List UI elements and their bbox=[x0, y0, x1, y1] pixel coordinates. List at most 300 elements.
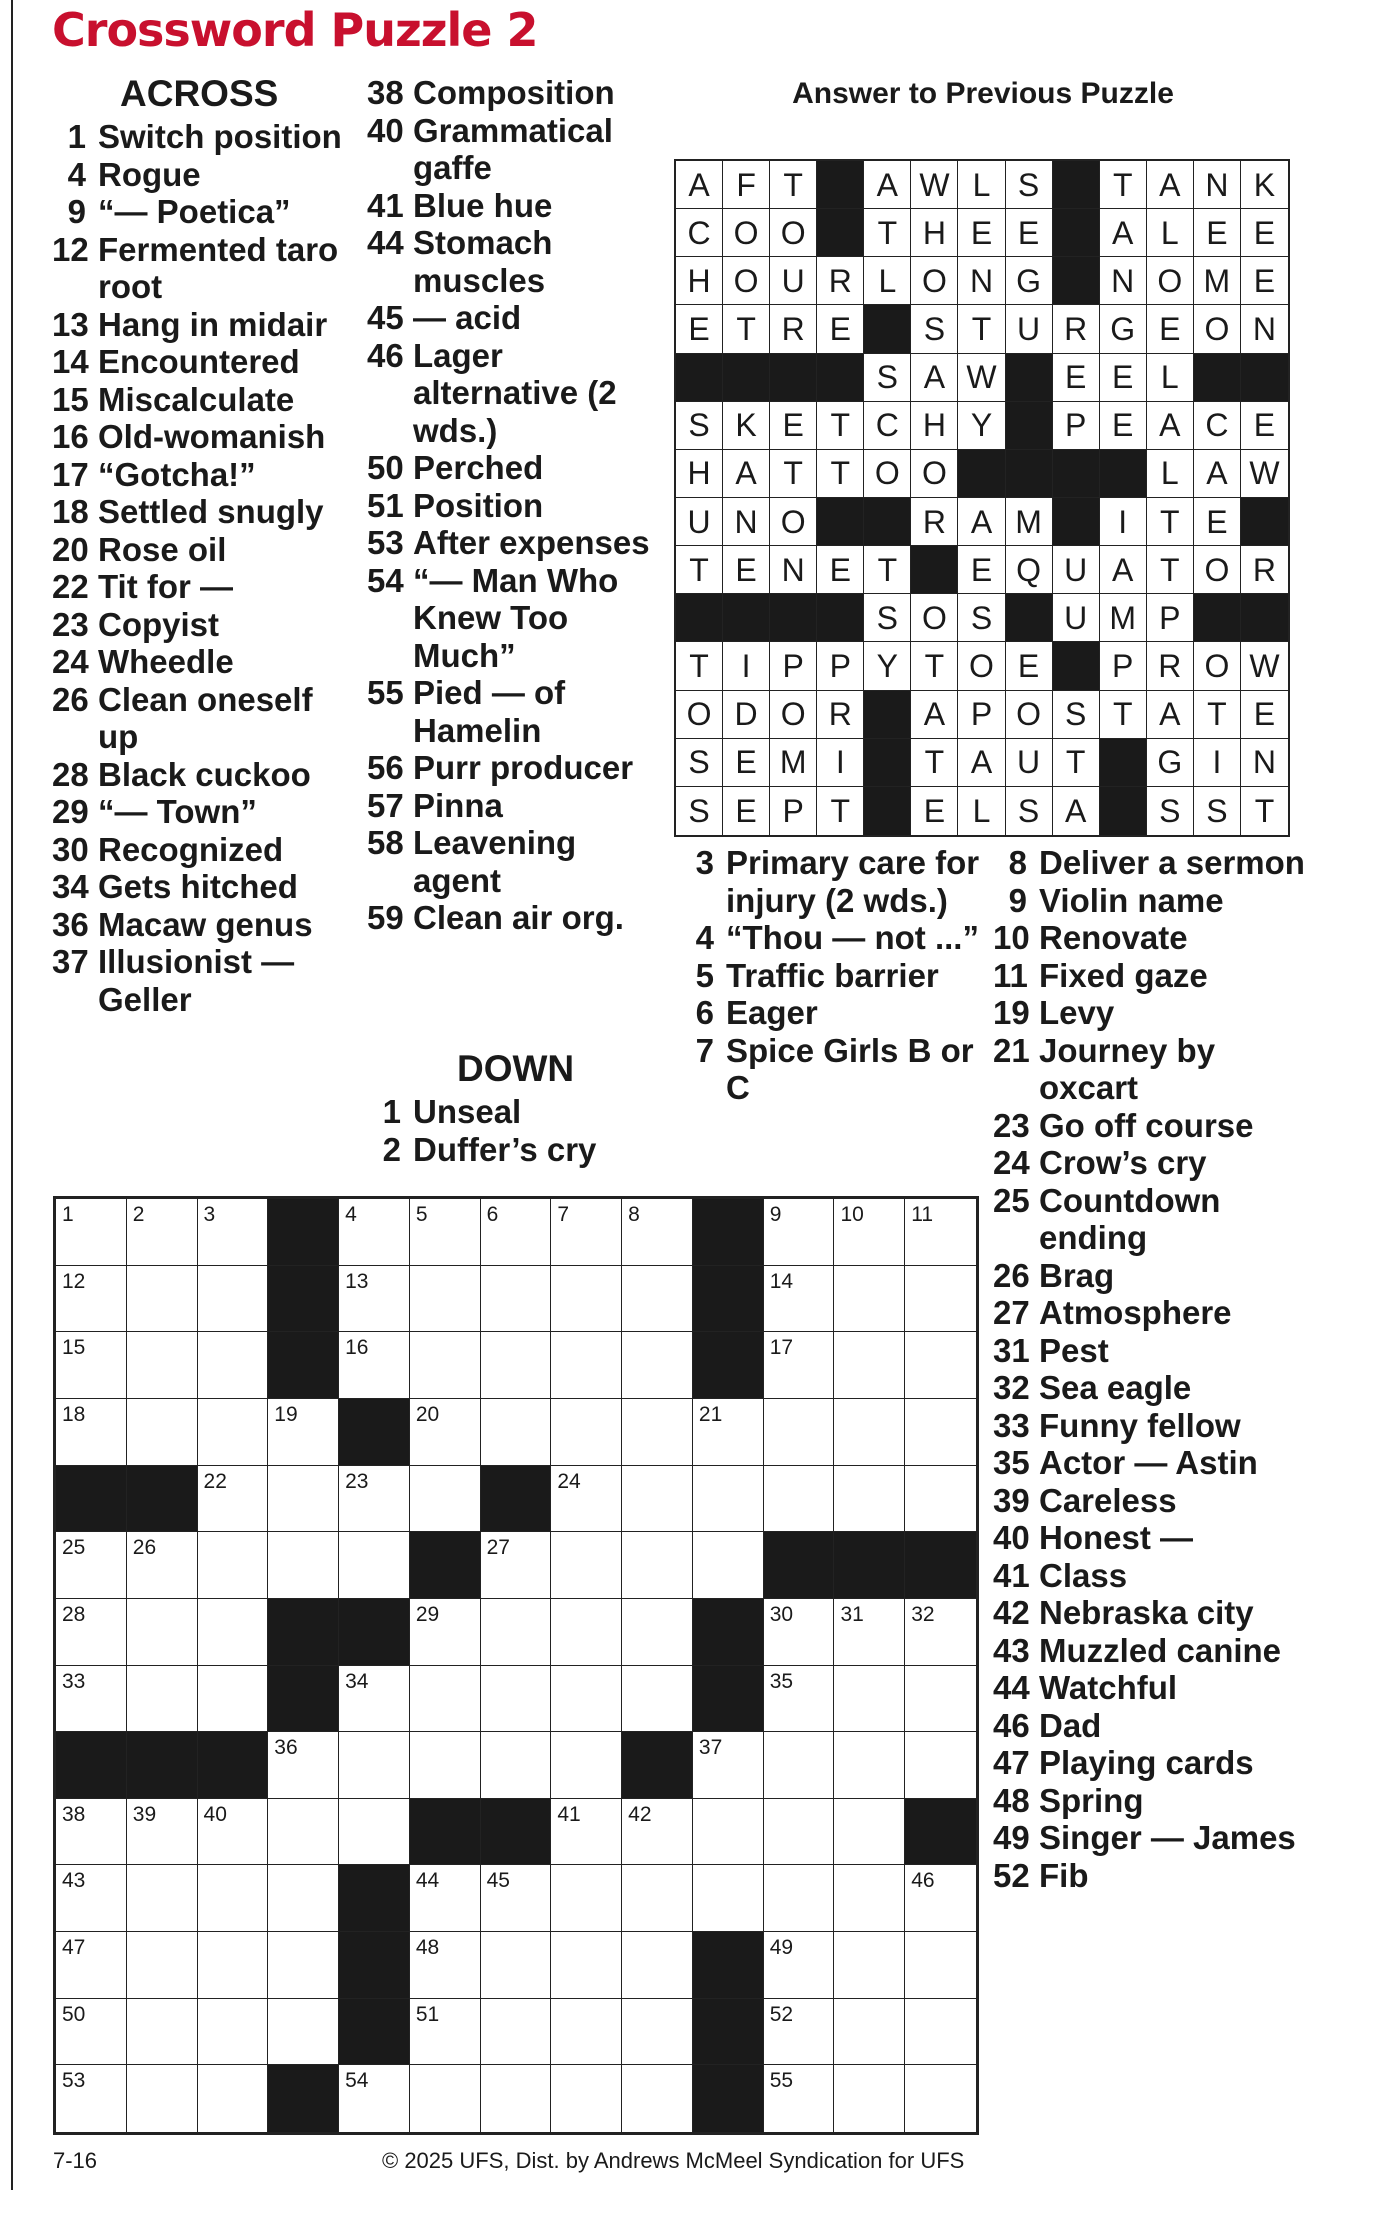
clue-text: Fixed gaze bbox=[1039, 956, 1208, 994]
grid-cell[interactable] bbox=[834, 1199, 905, 1266]
grid-cell[interactable] bbox=[834, 2065, 905, 2132]
grid-cell[interactable] bbox=[834, 1732, 905, 1799]
grid-cell[interactable] bbox=[410, 1466, 481, 1533]
clue-number: 39 bbox=[993, 1481, 1030, 1519]
clue-text: Honest — bbox=[1039, 1519, 1194, 1556]
grid-cell[interactable] bbox=[764, 1865, 835, 1932]
grid-cell[interactable] bbox=[198, 1399, 269, 1466]
clue-number: 52 bbox=[993, 1856, 1030, 1894]
grid-cell[interactable] bbox=[127, 1599, 198, 1666]
grid-cell[interactable] bbox=[834, 1799, 905, 1866]
grid-cell[interactable] bbox=[905, 1932, 976, 1999]
grid-cell[interactable] bbox=[764, 1732, 835, 1799]
grid-cell[interactable] bbox=[127, 1799, 198, 1866]
answer-block-cell bbox=[1053, 209, 1100, 257]
answer-letter-cell: A bbox=[676, 161, 723, 209]
grid-cell[interactable] bbox=[905, 1666, 976, 1733]
grid-cell[interactable] bbox=[198, 1332, 269, 1399]
grid-cell[interactable] bbox=[481, 1666, 552, 1733]
clue-number: 23 bbox=[993, 1106, 1030, 1144]
grid-cell[interactable] bbox=[905, 1732, 976, 1799]
answer-letter-cell: O bbox=[1006, 691, 1053, 739]
cell-number: 33 bbox=[62, 1669, 86, 1693]
answer-letter-cell: O bbox=[958, 642, 1005, 690]
grid-cell[interactable] bbox=[198, 1532, 269, 1599]
grid-cell[interactable] bbox=[622, 1532, 693, 1599]
clue-number: 1 bbox=[67, 118, 86, 155]
down-clue-31 bbox=[993, 1332, 1313, 1370]
answer-letter-cell: E bbox=[817, 546, 864, 594]
grid-cell[interactable] bbox=[834, 1599, 905, 1666]
grid-cell[interactable] bbox=[56, 1666, 127, 1733]
grid-cell[interactable] bbox=[905, 1466, 976, 1533]
answer-letter-cell: M bbox=[1006, 498, 1053, 546]
grid-cell[interactable] bbox=[339, 1332, 410, 1399]
grid-cell[interactable] bbox=[622, 1666, 693, 1733]
clue-number: 22 bbox=[52, 568, 89, 605]
grid-cell[interactable] bbox=[764, 1199, 835, 1266]
grid-cell[interactable] bbox=[56, 1932, 127, 1999]
across-column-1 bbox=[52, 74, 357, 1018]
clue-number: 24 bbox=[993, 1144, 1030, 1181]
grid-cell[interactable] bbox=[551, 1732, 622, 1799]
answer-letter-cell: T bbox=[817, 402, 864, 450]
grid-cell[interactable] bbox=[268, 1999, 339, 2066]
clue-number: 33 bbox=[993, 1406, 1030, 1444]
clue-text: “Thou — not ...” bbox=[726, 919, 979, 956]
grid-cell[interactable] bbox=[56, 1532, 127, 1599]
grid-block-cell bbox=[339, 1932, 410, 1999]
across-clue-46 bbox=[367, 337, 667, 450]
grid-block-cell bbox=[693, 2065, 764, 2132]
across-clue-22 bbox=[52, 568, 357, 606]
down-clue-1 bbox=[367, 1093, 667, 1131]
answer-letter-cell: G bbox=[1147, 739, 1194, 787]
grid-cell[interactable] bbox=[693, 1399, 764, 1466]
grid-cell[interactable] bbox=[905, 1599, 976, 1666]
grid-cell[interactable] bbox=[834, 1266, 905, 1333]
grid-cell[interactable] bbox=[764, 2065, 835, 2132]
grid-cell[interactable] bbox=[764, 1932, 835, 1999]
grid-cell[interactable] bbox=[622, 1999, 693, 2066]
grid-cell[interactable] bbox=[481, 1932, 552, 1999]
grid-cell[interactable] bbox=[127, 1932, 198, 1999]
grid-cell[interactable] bbox=[764, 1799, 835, 1866]
clue-text: Duffer’s cry bbox=[413, 1130, 597, 1168]
grid-cell[interactable] bbox=[339, 1466, 410, 1533]
answer-letter-cell: T bbox=[1194, 691, 1241, 739]
grid-cell[interactable] bbox=[693, 1532, 764, 1599]
grid-cell[interactable] bbox=[410, 1266, 481, 1333]
grid-cell[interactable] bbox=[410, 1599, 481, 1666]
grid-cell[interactable] bbox=[905, 1266, 976, 1333]
grid-cell[interactable] bbox=[410, 1332, 481, 1399]
grid-cell[interactable] bbox=[198, 1266, 269, 1333]
answer-letter-cell: U bbox=[676, 498, 723, 546]
grid-cell[interactable] bbox=[198, 1799, 269, 1866]
grid-cell[interactable] bbox=[551, 1332, 622, 1399]
grid-cell[interactable] bbox=[339, 1266, 410, 1333]
grid-cell[interactable] bbox=[410, 1732, 481, 1799]
grid-cell[interactable] bbox=[481, 1332, 552, 1399]
down-clue-41 bbox=[993, 1557, 1313, 1595]
grid-cell[interactable] bbox=[622, 2065, 693, 2132]
clue-text: Renovate bbox=[1039, 919, 1188, 956]
answer-letter-cell: O bbox=[770, 209, 817, 257]
grid-block-cell bbox=[268, 1332, 339, 1399]
across-clue-37 bbox=[52, 943, 357, 1018]
grid-cell[interactable] bbox=[834, 1932, 905, 1999]
grid-cell[interactable] bbox=[410, 1932, 481, 1999]
cell-number: 6 bbox=[486, 1203, 499, 1226]
answer-block-cell bbox=[911, 546, 958, 594]
clue-number: 37 bbox=[52, 943, 89, 980]
grid-cell[interactable] bbox=[127, 1666, 198, 1733]
grid-cell[interactable] bbox=[905, 1999, 976, 2066]
answer-block-cell bbox=[676, 354, 723, 402]
grid-cell[interactable] bbox=[622, 1865, 693, 1932]
grid-cell[interactable] bbox=[481, 1399, 552, 1466]
down-clue-47 bbox=[993, 1744, 1313, 1782]
answer-block-cell bbox=[1194, 594, 1241, 642]
grid-cell[interactable] bbox=[622, 1399, 693, 1466]
grid-cell[interactable] bbox=[834, 1466, 905, 1533]
grid-cell[interactable] bbox=[127, 2065, 198, 2132]
answer-heading: Answer to Previous Puzzle bbox=[792, 77, 1174, 110]
grid-cell[interactable] bbox=[481, 1732, 552, 1799]
clue-text: Hang in midair bbox=[98, 305, 328, 343]
grid-cell[interactable] bbox=[551, 1932, 622, 1999]
clue-number: 27 bbox=[993, 1294, 1030, 1331]
answer-letter-cell: A bbox=[864, 161, 911, 209]
grid-cell[interactable] bbox=[764, 1466, 835, 1533]
grid-cell[interactable] bbox=[410, 1999, 481, 2066]
clue-number: 58 bbox=[367, 824, 404, 861]
across-clue-15 bbox=[52, 381, 357, 419]
down-clue-7 bbox=[680, 1032, 980, 1107]
answer-letter-cell: Y bbox=[864, 642, 911, 690]
grid-cell[interactable] bbox=[481, 1266, 552, 1333]
grid-cell[interactable] bbox=[198, 1466, 269, 1533]
grid-cell[interactable] bbox=[56, 1799, 127, 1866]
grid-cell[interactable] bbox=[905, 1332, 976, 1399]
answer-letter-cell: H bbox=[911, 209, 958, 257]
grid-cell[interactable] bbox=[56, 1266, 127, 1333]
answer-letter-cell: A bbox=[1147, 161, 1194, 209]
answer-block-cell bbox=[864, 305, 911, 353]
grid-cell[interactable] bbox=[905, 1399, 976, 1466]
answer-block-cell bbox=[770, 594, 817, 642]
answer-letter-cell: S bbox=[1053, 691, 1100, 739]
grid-cell[interactable] bbox=[905, 1865, 976, 1932]
grid-cell[interactable] bbox=[410, 1199, 481, 1266]
clue-number: 28 bbox=[52, 755, 89, 793]
grid-cell[interactable] bbox=[339, 1799, 410, 1866]
cell-number: 8 bbox=[628, 1203, 640, 1226]
answer-letter-cell: L bbox=[1147, 450, 1194, 498]
grid-cell[interactable] bbox=[834, 1999, 905, 2066]
grid-cell[interactable] bbox=[56, 1399, 127, 1466]
clue-text: Muzzled canine bbox=[1039, 1631, 1282, 1669]
down-clue-33 bbox=[993, 1407, 1313, 1445]
clue-text: Dad bbox=[1039, 1706, 1102, 1744]
clue-number: 11 bbox=[993, 956, 1028, 994]
grid-cell[interactable] bbox=[127, 1199, 198, 1266]
clue-text: Levy bbox=[1039, 994, 1115, 1031]
answer-letter-cell: T bbox=[817, 450, 864, 498]
grid-cell[interactable] bbox=[764, 1399, 835, 1466]
grid-block-cell bbox=[410, 1799, 481, 1866]
grid-cell[interactable] bbox=[268, 1532, 339, 1599]
grid-cell[interactable] bbox=[693, 1466, 764, 1533]
answer-letter-cell: O bbox=[1194, 546, 1241, 594]
answer-letter-cell: G bbox=[1006, 257, 1053, 305]
grid-cell[interactable] bbox=[622, 1466, 693, 1533]
clue-text: “— Poetica” bbox=[98, 193, 291, 230]
across-clue-20 bbox=[52, 531, 357, 569]
grid-block-cell bbox=[905, 1532, 976, 1599]
clue-text: Recognized bbox=[98, 830, 284, 868]
cell-number: 11 bbox=[911, 1203, 934, 1226]
grid-cell[interactable] bbox=[622, 1932, 693, 1999]
grid-cell[interactable] bbox=[481, 1599, 552, 1666]
cell-number: 37 bbox=[698, 1736, 723, 1760]
clue-number: 9 bbox=[1008, 881, 1027, 919]
grid-cell[interactable] bbox=[551, 1666, 622, 1733]
clue-number: 7 bbox=[695, 1031, 714, 1069]
grid-cell[interactable] bbox=[481, 1199, 552, 1266]
clue-number: 50 bbox=[367, 449, 404, 486]
answer-letter-cell: A bbox=[1147, 402, 1194, 450]
down-clue-21 bbox=[993, 1032, 1313, 1107]
grid-cell[interactable] bbox=[198, 1666, 269, 1733]
clue-number: 26 bbox=[52, 680, 89, 718]
answer-letter-cell: K bbox=[723, 402, 770, 450]
clue-number: 13 bbox=[52, 305, 89, 343]
grid-cell[interactable] bbox=[764, 1999, 835, 2066]
answer-block-cell bbox=[817, 161, 864, 209]
answer-letter-cell: R bbox=[1241, 546, 1288, 594]
answer-letter-cell: E bbox=[723, 739, 770, 787]
grid-cell[interactable] bbox=[198, 1999, 269, 2066]
cell-number: 22 bbox=[203, 1469, 227, 1493]
answer-letter-cell: Y bbox=[958, 402, 1005, 450]
answer-letter-cell: P bbox=[770, 642, 817, 690]
grid-cell[interactable] bbox=[834, 1865, 905, 1932]
grid-cell[interactable] bbox=[551, 1466, 622, 1533]
grid-cell[interactable] bbox=[56, 1599, 127, 1666]
grid-cell[interactable] bbox=[622, 1599, 693, 1666]
grid-cell[interactable] bbox=[339, 2065, 410, 2132]
answer-letter-cell: N bbox=[770, 546, 817, 594]
grid-cell[interactable] bbox=[905, 1199, 976, 1266]
answer-letter-cell: K bbox=[1241, 161, 1288, 209]
grid-cell[interactable] bbox=[551, 1199, 622, 1266]
down-clue-48 bbox=[993, 1782, 1313, 1820]
answer-letter-cell: E bbox=[1053, 354, 1100, 402]
grid-cell[interactable] bbox=[410, 2065, 481, 2132]
grid-cell[interactable] bbox=[693, 1732, 764, 1799]
grid-cell[interactable] bbox=[56, 1199, 127, 1266]
clue-text: Position bbox=[413, 486, 544, 524]
grid-cell[interactable] bbox=[764, 1266, 835, 1333]
cell-number: 7 bbox=[557, 1203, 570, 1226]
cell-number: 18 bbox=[62, 1402, 86, 1426]
grid-cell[interactable] bbox=[764, 1666, 835, 1733]
clue-number: 4 bbox=[67, 155, 86, 193]
grid-cell[interactable] bbox=[410, 1865, 481, 1932]
grid-cell[interactable] bbox=[834, 1332, 905, 1399]
grid-cell[interactable] bbox=[198, 1599, 269, 1666]
clue-text: Perched bbox=[413, 449, 544, 486]
answer-letter-cell: F bbox=[723, 161, 770, 209]
answer-letter-cell: O bbox=[911, 594, 958, 642]
grid-cell[interactable] bbox=[127, 1865, 198, 1932]
answer-letter-cell: T bbox=[676, 642, 723, 690]
cell-number: 50 bbox=[62, 2002, 86, 2026]
grid-cell[interactable] bbox=[339, 1532, 410, 1599]
across-clue-12 bbox=[52, 231, 357, 306]
grid-cell[interactable] bbox=[834, 1399, 905, 1466]
grid-cell[interactable] bbox=[56, 1999, 127, 2066]
across-heading: ACROSS bbox=[120, 73, 279, 114]
clue-number: 41 bbox=[367, 186, 404, 224]
clue-text: Careless bbox=[1039, 1481, 1177, 1519]
grid-cell[interactable] bbox=[127, 1399, 198, 1466]
clue-number: 46 bbox=[993, 1706, 1030, 1744]
down-clue-52 bbox=[993, 1857, 1313, 1895]
clue-number: 34 bbox=[52, 868, 89, 905]
answer-letter-cell: L bbox=[1147, 354, 1194, 402]
clue-number: 44 bbox=[367, 224, 404, 261]
grid-cell[interactable] bbox=[56, 1865, 127, 1932]
grid-cell[interactable] bbox=[410, 1666, 481, 1733]
grid-cell[interactable] bbox=[339, 1732, 410, 1799]
clue-text: Countdown ending bbox=[1039, 1181, 1221, 1256]
grid-cell[interactable] bbox=[481, 1865, 552, 1932]
grid-cell[interactable] bbox=[764, 1599, 835, 1666]
grid-block-cell bbox=[693, 1332, 764, 1399]
cell-number: 52 bbox=[769, 2002, 794, 2026]
cell-number: 28 bbox=[62, 1602, 86, 1626]
grid-cell[interactable] bbox=[56, 1332, 127, 1399]
grid-cell[interactable] bbox=[551, 1399, 622, 1466]
grid-block-cell bbox=[339, 1865, 410, 1932]
grid-cell[interactable] bbox=[622, 1199, 693, 1266]
grid-block-cell bbox=[905, 1799, 976, 1866]
answer-letter-cell: M bbox=[1100, 594, 1147, 642]
grid-cell[interactable] bbox=[764, 1332, 835, 1399]
grid-cell[interactable] bbox=[268, 1799, 339, 1866]
answer-letter-cell: O bbox=[911, 450, 958, 498]
grid-cell[interactable] bbox=[127, 1999, 198, 2066]
down-clue-40 bbox=[993, 1519, 1313, 1557]
cell-number: 23 bbox=[345, 1469, 369, 1493]
down-column-2 bbox=[680, 844, 980, 1107]
grid-cell[interactable] bbox=[481, 2065, 552, 2132]
clue-text: Gets hitched bbox=[98, 868, 298, 905]
cell-number: 35 bbox=[769, 1669, 794, 1693]
cell-number: 39 bbox=[132, 1802, 157, 1826]
answer-letter-cell: I bbox=[723, 642, 770, 690]
grid-cell[interactable] bbox=[693, 1799, 764, 1866]
answer-letter-cell: A bbox=[911, 354, 958, 402]
answer-block-cell bbox=[1006, 450, 1053, 498]
grid-cell[interactable] bbox=[268, 1399, 339, 1466]
answer-block-cell bbox=[864, 691, 911, 739]
grid-cell[interactable] bbox=[622, 1799, 693, 1866]
grid-cell[interactable] bbox=[198, 1199, 269, 1266]
grid-cell[interactable] bbox=[339, 1199, 410, 1266]
grid-block-cell bbox=[693, 1199, 764, 1266]
grid-cell[interactable] bbox=[268, 1865, 339, 1932]
grid-cell[interactable] bbox=[905, 2065, 976, 2132]
grid-cell[interactable] bbox=[198, 2065, 269, 2132]
grid-cell[interactable] bbox=[551, 1865, 622, 1932]
clue-number: 38 bbox=[367, 74, 404, 111]
grid-cell[interactable] bbox=[622, 1332, 693, 1399]
grid-cell[interactable] bbox=[198, 1865, 269, 1932]
grid-block-cell bbox=[693, 1266, 764, 1333]
answer-letter-cell: T bbox=[1254, 792, 1275, 829]
answer-letter-cell: N bbox=[1194, 161, 1241, 209]
grid-block-cell bbox=[410, 1532, 481, 1599]
grid-cell[interactable] bbox=[410, 1399, 481, 1466]
grid-cell[interactable] bbox=[693, 1865, 764, 1932]
grid-cell[interactable] bbox=[834, 1666, 905, 1733]
answer-block-cell bbox=[1006, 354, 1053, 402]
answer-block-cell bbox=[723, 594, 770, 642]
answer-letter-cell: O bbox=[770, 691, 817, 739]
grid-cell[interactable] bbox=[56, 2065, 127, 2132]
answer-letter-cell: T bbox=[723, 305, 770, 353]
answer-letter-cell: U bbox=[770, 257, 817, 305]
answer-letter-cell: E bbox=[1241, 402, 1288, 450]
grid-cell[interactable] bbox=[127, 1532, 198, 1599]
answer-letter-cell: A bbox=[1194, 450, 1241, 498]
grid-cell[interactable] bbox=[551, 1532, 622, 1599]
grid-cell[interactable] bbox=[268, 1932, 339, 1999]
answer-block-cell bbox=[1053, 257, 1100, 305]
across-clue-23 bbox=[52, 606, 357, 644]
grid-cell[interactable] bbox=[198, 1932, 269, 1999]
clue-number: 3 bbox=[695, 844, 714, 881]
cell-number: 21 bbox=[698, 1402, 723, 1426]
across-clue-13 bbox=[52, 306, 357, 344]
answer-letter-cell: A bbox=[1100, 209, 1147, 257]
grid-cell[interactable] bbox=[339, 1666, 410, 1733]
grid-block-cell bbox=[268, 1666, 339, 1733]
grid-cell[interactable] bbox=[268, 1466, 339, 1533]
grid-cell[interactable] bbox=[481, 1532, 552, 1599]
clue-text: Copyist bbox=[98, 605, 220, 643]
grid-cell[interactable] bbox=[551, 1799, 622, 1866]
clue-text: Miscalculate bbox=[98, 380, 295, 418]
answer-letter-cell: E bbox=[1241, 257, 1288, 305]
cell-number: 2 bbox=[132, 1203, 145, 1226]
grid-cell[interactable] bbox=[622, 1266, 693, 1333]
grid-cell[interactable] bbox=[551, 2065, 622, 2132]
grid-cell[interactable] bbox=[268, 1732, 339, 1799]
grid-cell[interactable] bbox=[481, 1999, 552, 2066]
grid-cell[interactable] bbox=[551, 1266, 622, 1333]
clue-text: Spice Girls B or C bbox=[726, 1031, 974, 1106]
grid-cell[interactable] bbox=[551, 1599, 622, 1666]
grid-cell[interactable] bbox=[127, 1332, 198, 1399]
clue-text: Stomach muscles bbox=[413, 224, 553, 299]
grid-cell[interactable] bbox=[551, 1999, 622, 2066]
grid-cell[interactable] bbox=[127, 1266, 198, 1333]
